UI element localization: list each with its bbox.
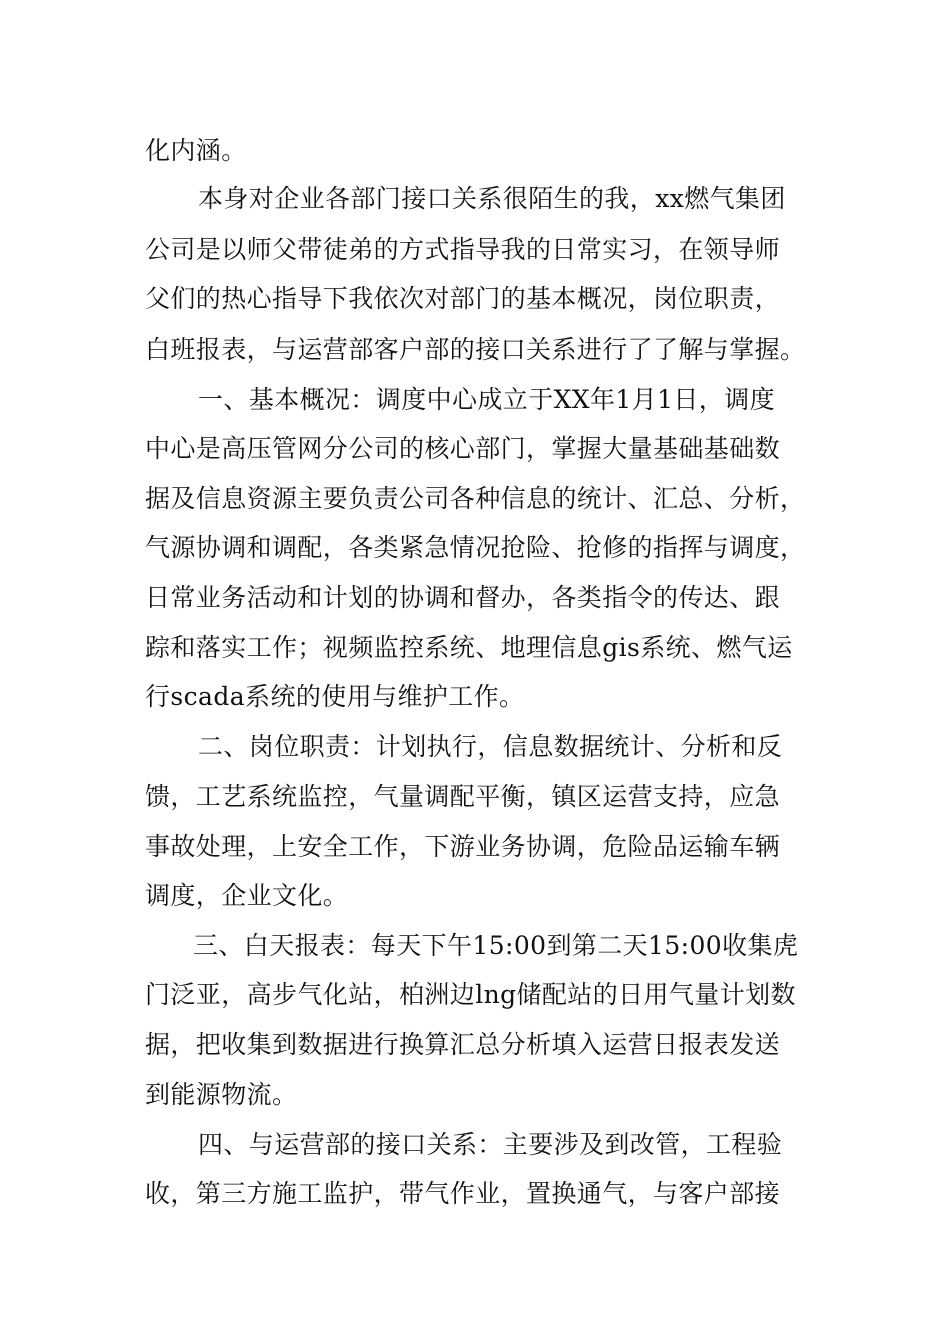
text-line: 门泛亚，高步气化站，柏洲边lng储配站的日用气量计划数 <box>145 980 796 1009</box>
paragraph-first-line: 本身对企业各部门接口关系很陌生的我，xx燃气集团 <box>198 184 786 213</box>
text-line: 白班报表，与运营部客户部的接口关系进行了了解与掌握。 <box>145 335 806 364</box>
text-line: 踪和落实工作；视频监控系统、地理信息gis系统、燃气运 <box>145 633 793 662</box>
text-line: 公司是以师父带徒弟的方式指导我的日常实习，在领导师 <box>145 235 781 264</box>
text-line: 馈，工艺系统监控，气量调配平衡，镇区运营支持，应急 <box>145 782 781 811</box>
text-line: 事故处理，上安全工作，下游业务协调，危险品运输车辆 <box>145 832 781 861</box>
text-line: 化内涵。 <box>145 136 247 165</box>
text-line: 调度，企业文化。 <box>145 881 349 910</box>
text-line: 据，把收集到数据进行换算汇总分析填入运营日报表发送 <box>145 1030 781 1059</box>
text-line: 中心是高压管网分公司的核心部门，掌握大量基础基础数 <box>145 434 781 463</box>
paragraph-first-line: 四、与运营部的接口关系：主要涉及到改管，工程验 <box>198 1130 783 1159</box>
text-line: 到能源物流。 <box>145 1080 298 1109</box>
paragraph-first-line: 一、基本概况：调度中心成立于XX年1月1日，调度 <box>198 385 776 414</box>
text-line: 日常业务活动和计划的协调和督办，各类指令的传达、跟 <box>145 583 781 612</box>
text-line: 行scada系统的使用与维护工作。 <box>145 682 525 711</box>
paragraph-first-line: 二、岗位职责：计划执行，信息数据统计、分析和反 <box>198 732 783 761</box>
text-line: 收，第三方施工监护，带气作业，置换通气，与客户部接 <box>145 1179 781 1208</box>
text-line: 父们的热心指导下我依次对部门的基本概况，岗位职责， <box>145 284 781 313</box>
paragraph-first-line: 三、白天报表：每天下午15:00到第二天15:00收集虎 <box>193 931 799 960</box>
text-line: 据及信息资源主要负责公司各种信息的统计、汇总、分析， <box>145 484 806 513</box>
text-line: 气源协调和调配，各类紧急情况抢险、抢修的指挥与调度， <box>145 533 806 562</box>
